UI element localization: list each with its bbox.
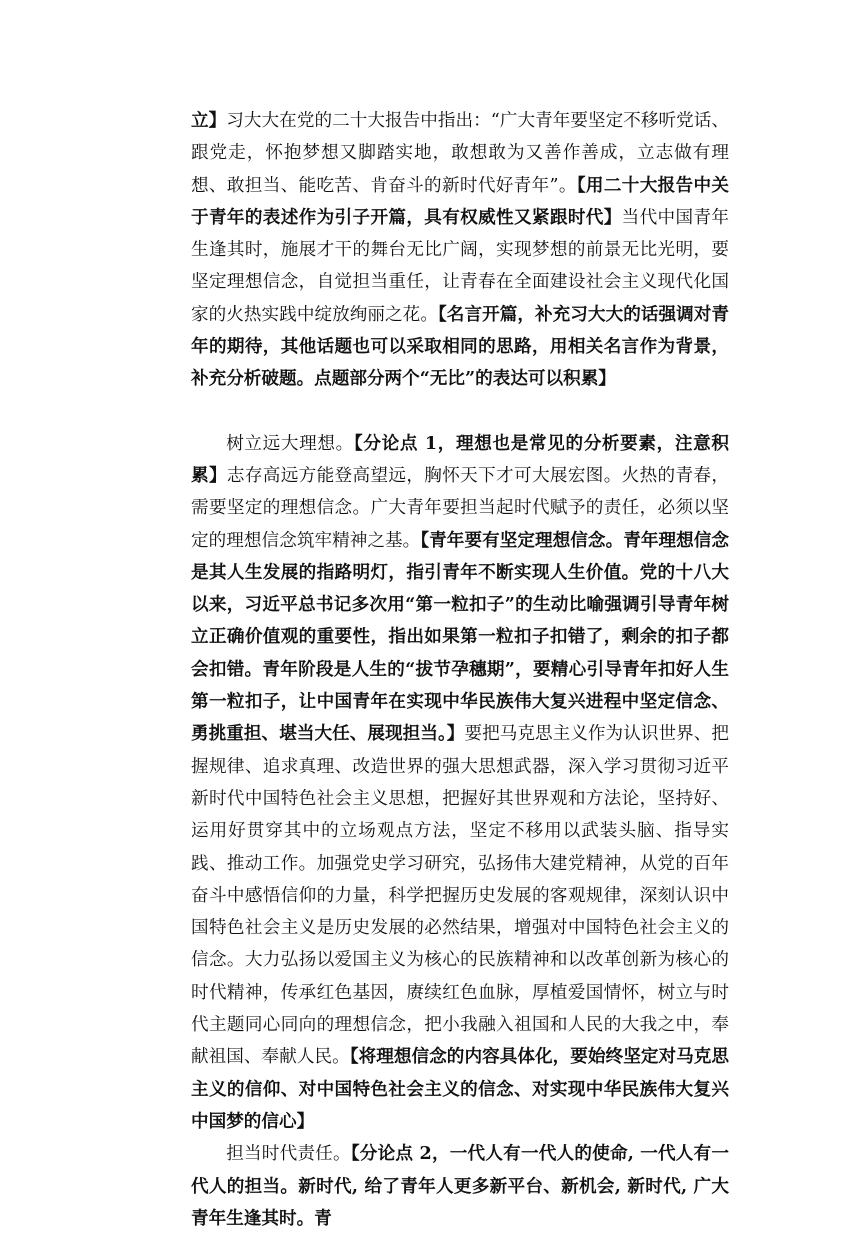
- annotation-run: 【分论点 2，一代人有一代人的使命, 一代人有一代人的担当。新时代, 给了青年人更多新平台、新机会, 新时代, 广大青年生逢其时。青: [191, 1143, 729, 1229]
- annotation-run: 【分论点 1，理想也是常见的分析要素，注意积累】: [191, 432, 729, 486]
- text-run: 当代中国青年生逢其时，施展才干的舞台无比广阔，实现梦想的前景无比光明，要坚定理想信念，自觉担当重任，让青春在全面建设社会主义现代化国家的火热实践中绽放绚丽之花。: [191, 207, 729, 325]
- annotation-run: 【青年要有坚定理想信念。青年理想信念是其人生发展的指路明灯，指引青年不断实现人生价值。党的十八大以来，习近平总书记多次用“第一粒扣子”的生动比喻强调引导青年树立正确价值观的重要性，指出如果第一粒扣子扣错了，剩余的扣子都会扣错。青年阶段是人生的“拔节孕穗期”，要精心引导青年扣好人生第一粒扣子，让中国青年在实现中华民族伟大复兴进程中坚定信念、勇挑重担、堪当大任、展现担当。】: [191, 529, 729, 745]
- annotation-run: 【名言开篇，补充习大大的话强调对青年的期待，其他话题也可以采取相同的思路，用相关名言作为背景，补充分析破题。点题部分两个“无比”的表达可以积累】: [191, 303, 729, 390]
- document-body: [191, 105, 729, 1235]
- text-run: 要把马克思主义作为认识世界、把握规律、追求真理、改造世界的强大思想武器，深入学习贯彻习近平新时代中国特色社会主义思想，把握好其世界观和方法论，坚持好、运用好贯穿其中的立场观点方法，坚定不移用以武装头脑、指导实践、推动工作。加强党史学习研究，弘扬伟大建党精神，从党的百年奋斗中感悟信仰的力量，科学把握历史发展的客观规律，深刻认识中国特色社会主义是历史发展的必然结果，增强对中国特色社会主义的信念。大力弘扬以爱国主义为核心的民族精神和以改革创新为核心的时代精神，传承红色基因，赓续红色血脉，厚植爱国情怀，树立与时代主题同心同向的理想信念，把小我融入祖国和人民的大我之中，奉献祖国、奉献人民。: [191, 724, 729, 1068]
- text-run: 志存高远方能登高望远，胸怀天下才可大展宏图。火热的青春，需要坚定的理想信念。广大青年要担当起时代赋予的责任，必须以坚定的理想信念筑牢精神之基。: [191, 465, 729, 551]
- argument-heading: 树立远大理想。: [226, 433, 354, 454]
- annotation-run: 【将理想信念的内容具体化，要始终坚定对马克思主义的信仰、对中国特色社会主义的信念、对实现中华民族伟大复兴中国梦的信心】: [191, 1046, 729, 1132]
- text-run: 习大大在党的二十大报告中指出：“广大青年要坚定不移听党话、跟党走，怀抱梦想又脚踏实地，敢想敢为又善作善成，立志做有理想、敢担当、能吃苦、肯奋斗的新时代好青年”。: [191, 111, 729, 196]
- argument-2-paragraph: [191, 1138, 729, 1235]
- intro-paragraph: [191, 105, 729, 396]
- annotation-run: 【用二十大报告中关于青年的表述作为引子开篇，具有权威性又紧跟时代】: [191, 174, 730, 228]
- argument-heading: 担当时代责任。: [226, 1144, 351, 1165]
- argument-1-paragraph: [191, 428, 729, 1139]
- bold-run: 立】: [191, 110, 227, 131]
